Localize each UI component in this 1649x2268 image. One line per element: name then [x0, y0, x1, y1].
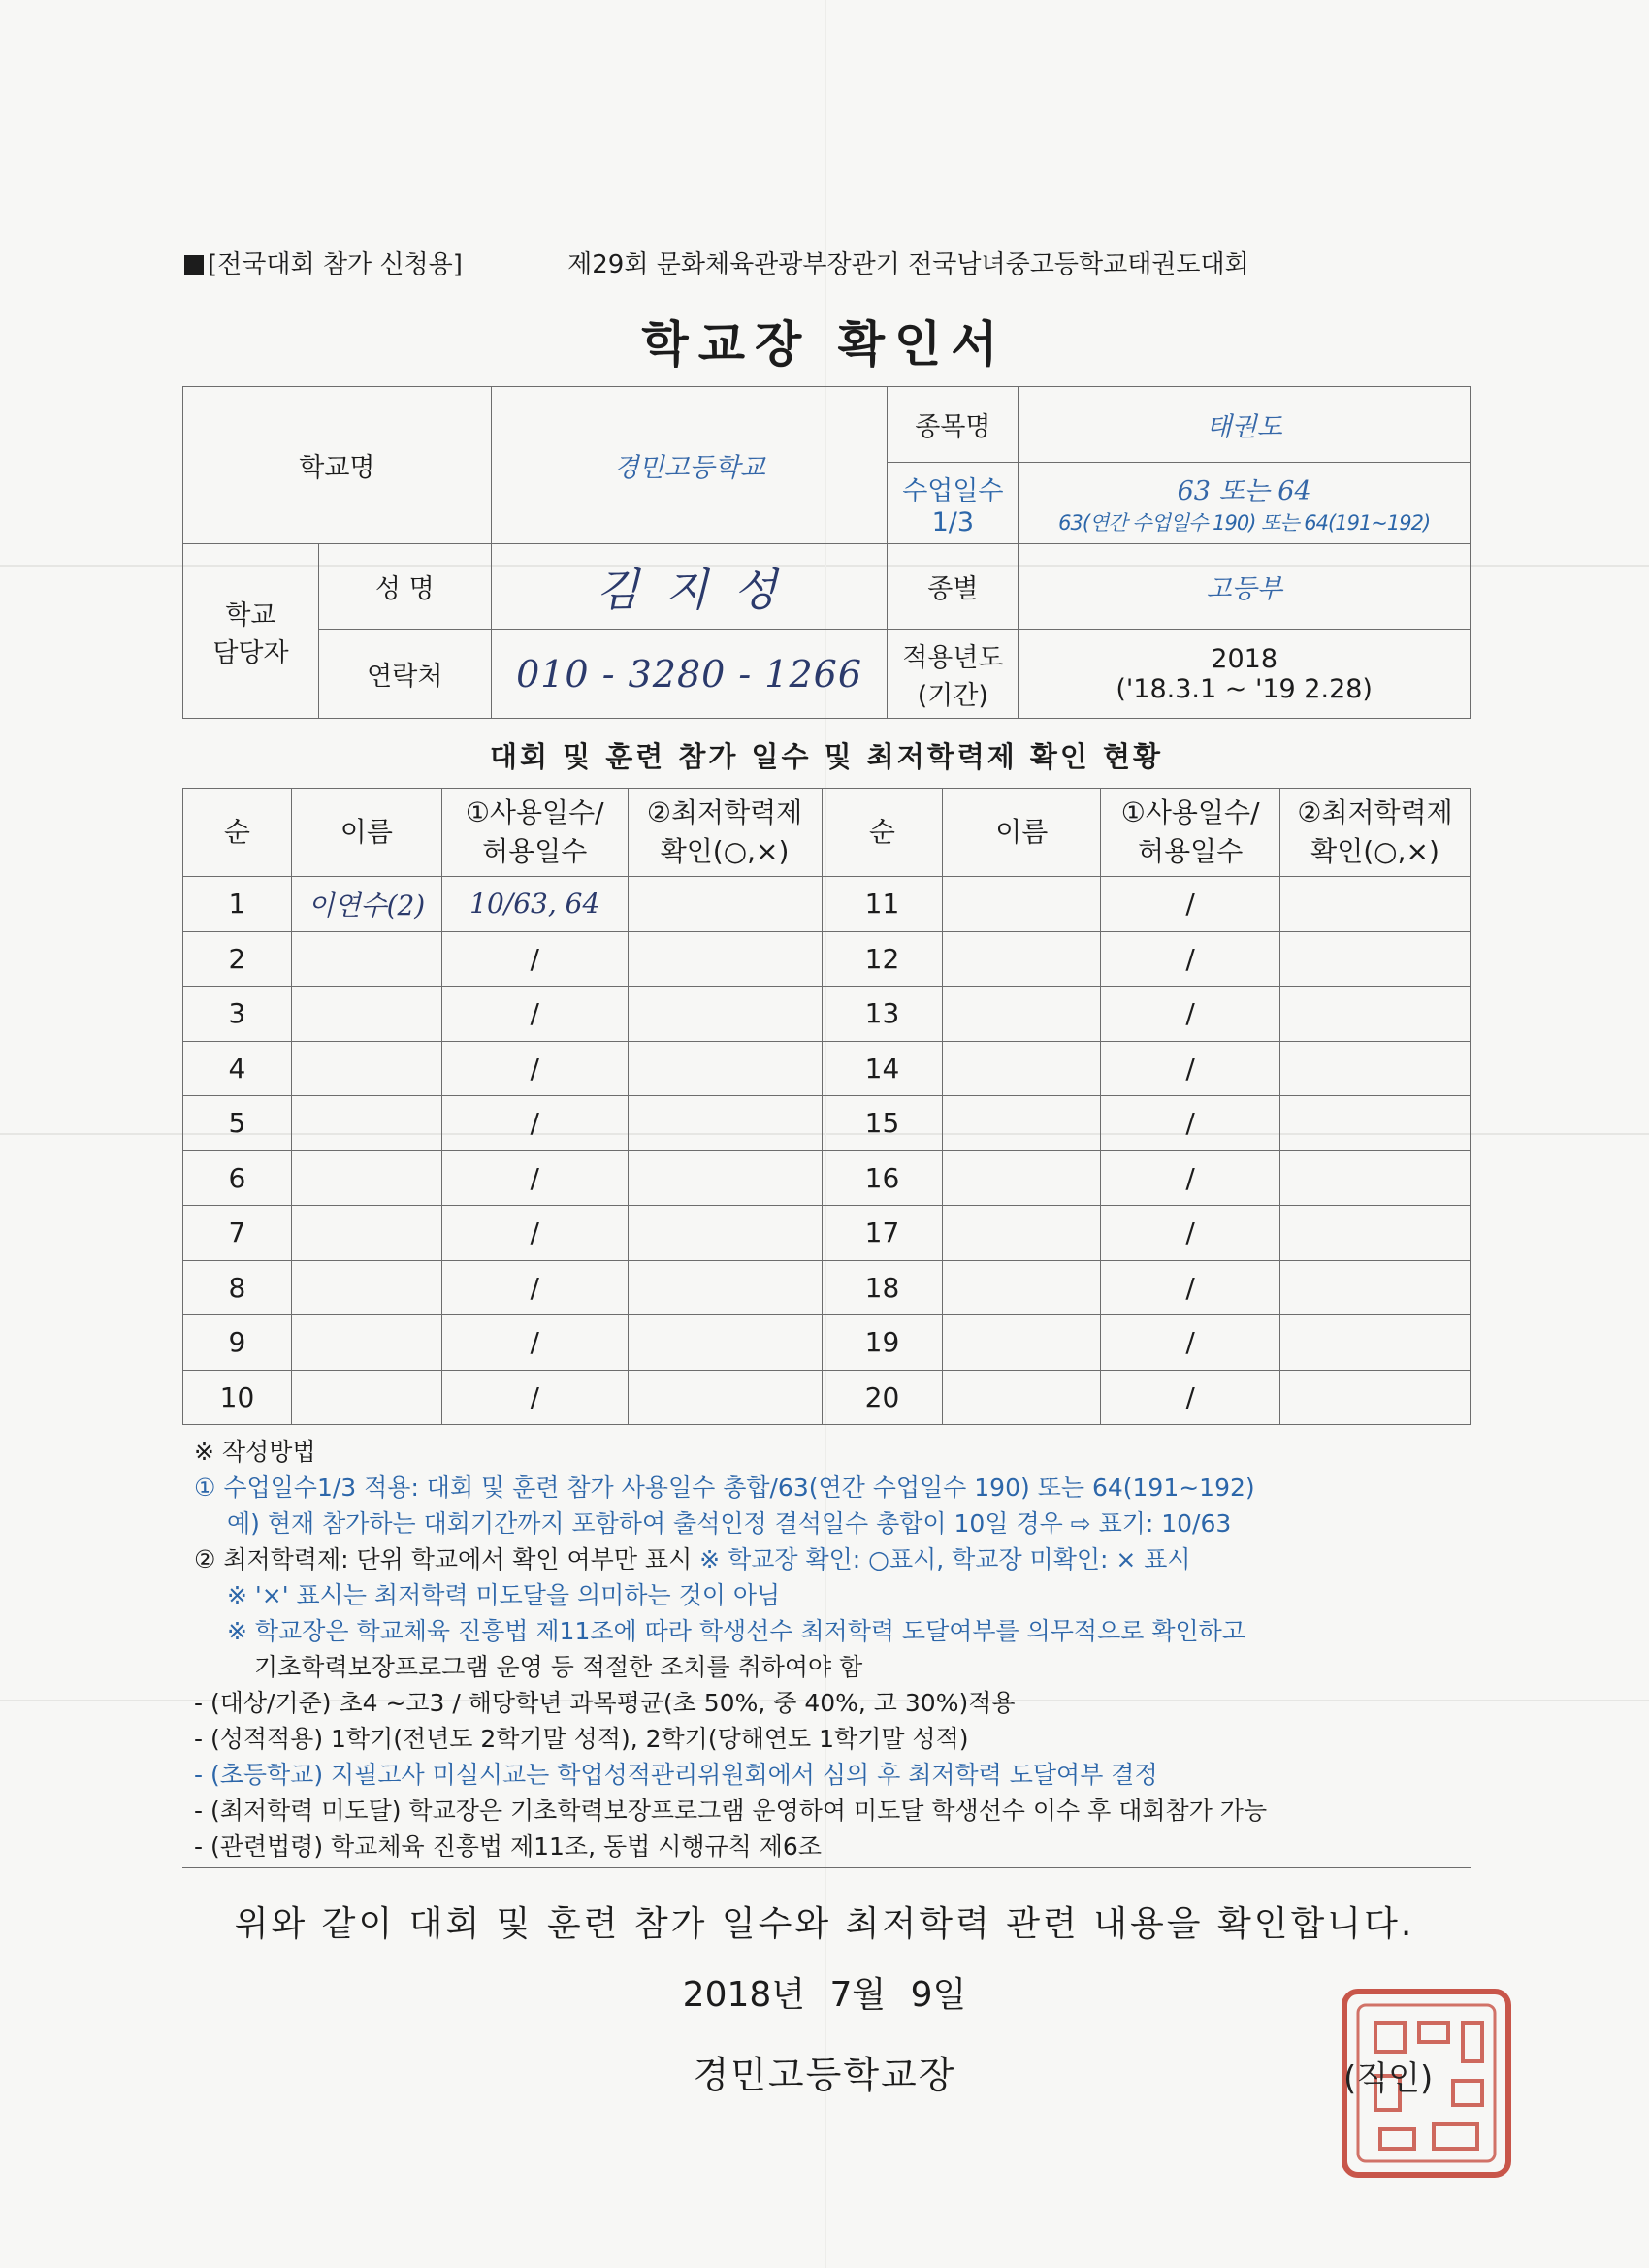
row-check — [628, 1260, 822, 1315]
row-name — [291, 1206, 441, 1261]
manager-label-2: 담당자 — [212, 637, 289, 668]
row-check — [628, 1150, 822, 1206]
row-used-days: / — [1101, 931, 1280, 987]
row-number: 20 — [822, 1370, 943, 1425]
row-number: 14 — [822, 1041, 943, 1096]
year-label-2: (기간) — [917, 680, 988, 711]
row-check — [1280, 1041, 1471, 1096]
row-name — [291, 1150, 441, 1206]
note-4: ※ 학교장은 학교체육 진흥법 제11조에 따라 학생선수 최저학력 도달여부를 의무적으로 확인하고 — [227, 1617, 1245, 1645]
row-number: 11 — [822, 877, 943, 932]
table-row — [183, 1041, 1471, 1096]
table-row — [183, 987, 1471, 1042]
divider — [182, 1867, 1471, 1868]
name-label: 성 명 — [318, 544, 491, 630]
table-row — [183, 931, 1471, 987]
row-number: 8 — [183, 1260, 292, 1315]
sport-value: 태권도 — [1018, 387, 1471, 463]
row-used-days: / — [1101, 1096, 1280, 1151]
row-check — [628, 1370, 822, 1425]
row-used-days: / — [1101, 1041, 1280, 1096]
row-name — [291, 1370, 441, 1425]
table-row — [183, 1096, 1471, 1151]
row-check — [628, 987, 822, 1042]
row-used-days: / — [441, 987, 628, 1042]
col-header-days-1: ①사용일수/ — [1120, 796, 1260, 828]
note-1-example: 예) 현재 참가하는 대회기간까지 포함하여 출석인정 결석일수 총합이 10일 경우 ⇨ 표기: 10/63 — [227, 1509, 1232, 1538]
note-2 — [194, 1541, 1474, 1577]
detail-2: - (성적적용) 1학기(전년도 2학기말 성적), 2학기(당해연도 1학기말 성적) — [194, 1725, 969, 1753]
col-header-no: 순 — [183, 789, 292, 877]
row-number: 2 — [183, 931, 292, 987]
page-title: 학교장 확인서 — [641, 316, 1008, 373]
document-header — [184, 244, 1504, 280]
row-used-days: / — [1101, 987, 1280, 1042]
row-number: 16 — [822, 1150, 943, 1206]
row-check — [1280, 877, 1471, 932]
row-check — [1280, 1150, 1471, 1206]
col-header-check-1: ②최저학력제 — [1297, 796, 1453, 828]
row-check — [628, 1096, 822, 1151]
col-header-days — [441, 789, 628, 877]
row-check — [628, 1041, 822, 1096]
row-name — [943, 987, 1101, 1042]
attendance-table — [182, 788, 1471, 1425]
row-used-days: / — [1101, 1315, 1280, 1371]
row-name — [943, 931, 1101, 987]
note-1: ① 수업일수1/3 적용: 대회 및 훈련 참가 사용일수 총합/63(연간 수업일수 190) 또는 64(191~192) — [194, 1474, 1255, 1502]
row-name — [291, 987, 441, 1042]
table-row — [183, 1150, 1471, 1206]
row-used-days: / — [441, 1041, 628, 1096]
row-used-days: / — [441, 1315, 628, 1371]
manager-label — [183, 544, 319, 719]
class-days-label-1: 수업일수 — [902, 475, 1004, 506]
table-row — [183, 1206, 1471, 1261]
row-name: 이연수(2) — [291, 877, 441, 932]
year-label — [888, 630, 1018, 719]
division-label: 종별 — [888, 544, 1018, 630]
row-name — [943, 1370, 1101, 1425]
row-used-days: / — [441, 1206, 628, 1261]
year-value-1: 2018 — [1211, 643, 1278, 674]
row-used-days: / — [1101, 877, 1280, 932]
row-name — [291, 1041, 441, 1096]
notes-section — [194, 1434, 1474, 1864]
notes-heading: ※ 작성방법 — [194, 1438, 316, 1466]
table-row — [183, 877, 1471, 932]
row-check — [1280, 1260, 1471, 1315]
row-number: 5 — [183, 1096, 292, 1151]
class-days-label — [888, 463, 1018, 544]
detail-3: - (초등학교) 지필고사 미실시교는 학업성적관리위원회에서 심의 후 최저학력 도달여부 결정 — [194, 1761, 1158, 1789]
col-header-check-2: 확인(○,×) — [1310, 835, 1439, 867]
year-value-2: ('18.3.1 ~ '19 2.28) — [1116, 673, 1373, 704]
col-header-days-1: ①사용일수/ — [465, 796, 604, 828]
row-number: 18 — [822, 1260, 943, 1315]
col-header-days — [1101, 789, 1280, 877]
row-name — [943, 1260, 1101, 1315]
class-days-label-2: 1/3 — [931, 506, 975, 537]
header-event: 제29회 문화체육관광부장관기 전국남녀중고등학교태권도대회 — [567, 250, 1249, 279]
attendance-title: 대회 및 훈련 참가 일수 및 최저학력제 확인 현황 — [489, 740, 1164, 773]
year-label-1: 적용년도 — [902, 642, 1004, 673]
manager-label-1: 학교 — [225, 599, 276, 631]
row-number: 6 — [183, 1150, 292, 1206]
col-header-check-2: 확인(○,×) — [660, 835, 790, 867]
contact-value: 010 - 3280 - 1266 — [491, 630, 888, 719]
row-name — [943, 1096, 1101, 1151]
row-used-days: / — [1101, 1260, 1280, 1315]
class-days-value-2: 63(연간 수업일수 190) 또는 64(191~192) — [1058, 511, 1431, 535]
attendance-rows — [183, 877, 1471, 1425]
row-name — [291, 931, 441, 987]
sport-label: 종목명 — [888, 387, 1018, 463]
row-check — [628, 1315, 822, 1371]
row-name — [291, 1315, 441, 1371]
table-row — [183, 1260, 1471, 1315]
row-number: 3 — [183, 987, 292, 1042]
row-name — [943, 1041, 1101, 1096]
col-header-check-1: ②최저학력제 — [646, 796, 803, 828]
contact-label: 연락처 — [318, 630, 491, 719]
row-number: 7 — [183, 1206, 292, 1261]
row-used-days: / — [441, 1150, 628, 1206]
table-row — [183, 1315, 1471, 1371]
note-2-marks: ※ 학교장 확인: ○표시, 학교장 미확인: × 표시 — [699, 1545, 1191, 1573]
row-used-days: / — [1101, 1206, 1280, 1261]
seal-label: (직인) — [1343, 2059, 1434, 2098]
row-number: 13 — [822, 987, 943, 1042]
row-name — [291, 1260, 441, 1315]
row-check — [1280, 1096, 1471, 1151]
row-check — [628, 877, 822, 932]
school-value: 경민고등학교 — [491, 387, 888, 544]
year-value — [1018, 630, 1471, 719]
square-bullet-icon — [184, 255, 204, 275]
row-number: 12 — [822, 931, 943, 987]
col-header-no: 순 — [822, 789, 943, 877]
issue-date: 2018년 7월 9일 — [682, 1975, 967, 2015]
class-days-value — [1018, 463, 1471, 544]
name-value: 김 지 성 — [491, 544, 888, 630]
row-name — [943, 877, 1101, 932]
row-number: 9 — [183, 1315, 292, 1371]
row-check — [628, 1206, 822, 1261]
row-used-days: / — [441, 1096, 628, 1151]
row-name — [943, 1315, 1101, 1371]
row-number: 1 — [183, 877, 292, 932]
division-value: 고등부 — [1018, 544, 1471, 630]
col-header-name: 이름 — [943, 789, 1101, 877]
row-check — [1280, 1370, 1471, 1425]
row-number: 4 — [183, 1041, 292, 1096]
header-category: [전국대회 참가 신청용] — [208, 250, 463, 279]
row-used-days: / — [441, 1370, 628, 1425]
row-used-days: / — [1101, 1370, 1280, 1425]
row-name — [943, 1206, 1101, 1261]
row-check — [1280, 1315, 1471, 1371]
note-3: ※ '×' 표시는 최저학력 미도달을 의미하는 것이 아님 — [227, 1581, 781, 1609]
row-check — [628, 931, 822, 987]
note-4-cont: 기초학력보장프로그램 운영 등 적절한 조치를 취하여야 함 — [254, 1653, 863, 1681]
row-number: 17 — [822, 1206, 943, 1261]
row-number: 19 — [822, 1315, 943, 1371]
col-header-check — [1280, 789, 1471, 877]
row-name — [291, 1096, 441, 1151]
col-header-days-2: 허용일수 — [482, 835, 588, 867]
row-used-days: / — [441, 1260, 628, 1315]
detail-4: - (최저학력 미도달) 학교장은 기초학력보장프로그램 운영하여 미도달 학생선수 이수 후 대회참가 가능 — [194, 1797, 1268, 1825]
col-header-days-2: 허용일수 — [1138, 835, 1244, 867]
table-row — [183, 1370, 1471, 1425]
detail-5: - (관련법령) 학교체육 진흥법 제11조, 동법 시행규칙 제6조 — [194, 1832, 822, 1861]
principal-signature: 경민고등학교장 — [693, 2054, 956, 2096]
row-check — [1280, 1206, 1471, 1261]
detail-1: - (대상/기준) 초4 ~고3 / 해당학년 과목평균(초 50%, 중 40%, 고 30%)적용 — [194, 1689, 1016, 1717]
class-days-value-1: 63 또는 64 — [1177, 476, 1311, 506]
col-header-check — [628, 789, 822, 877]
row-number: 10 — [183, 1370, 292, 1425]
row-check — [1280, 987, 1471, 1042]
row-name — [943, 1150, 1101, 1206]
school-label: 학교명 — [183, 387, 492, 544]
row-used-days: 10/63, 64 — [441, 877, 628, 932]
row-used-days: / — [441, 931, 628, 987]
row-used-days: / — [1101, 1150, 1280, 1206]
info-table — [182, 386, 1471, 719]
row-check — [1280, 931, 1471, 987]
row-number: 15 — [822, 1096, 943, 1151]
note-2-text: ② 최저학력제: 단위 학교에서 확인 여부만 표시 — [194, 1545, 693, 1573]
col-header-name: 이름 — [291, 789, 441, 877]
confirmation-statement: 위와 같이 대회 및 훈련 참가 일수와 최저학력 관련 내용을 확인합니다. — [234, 1904, 1415, 1944]
